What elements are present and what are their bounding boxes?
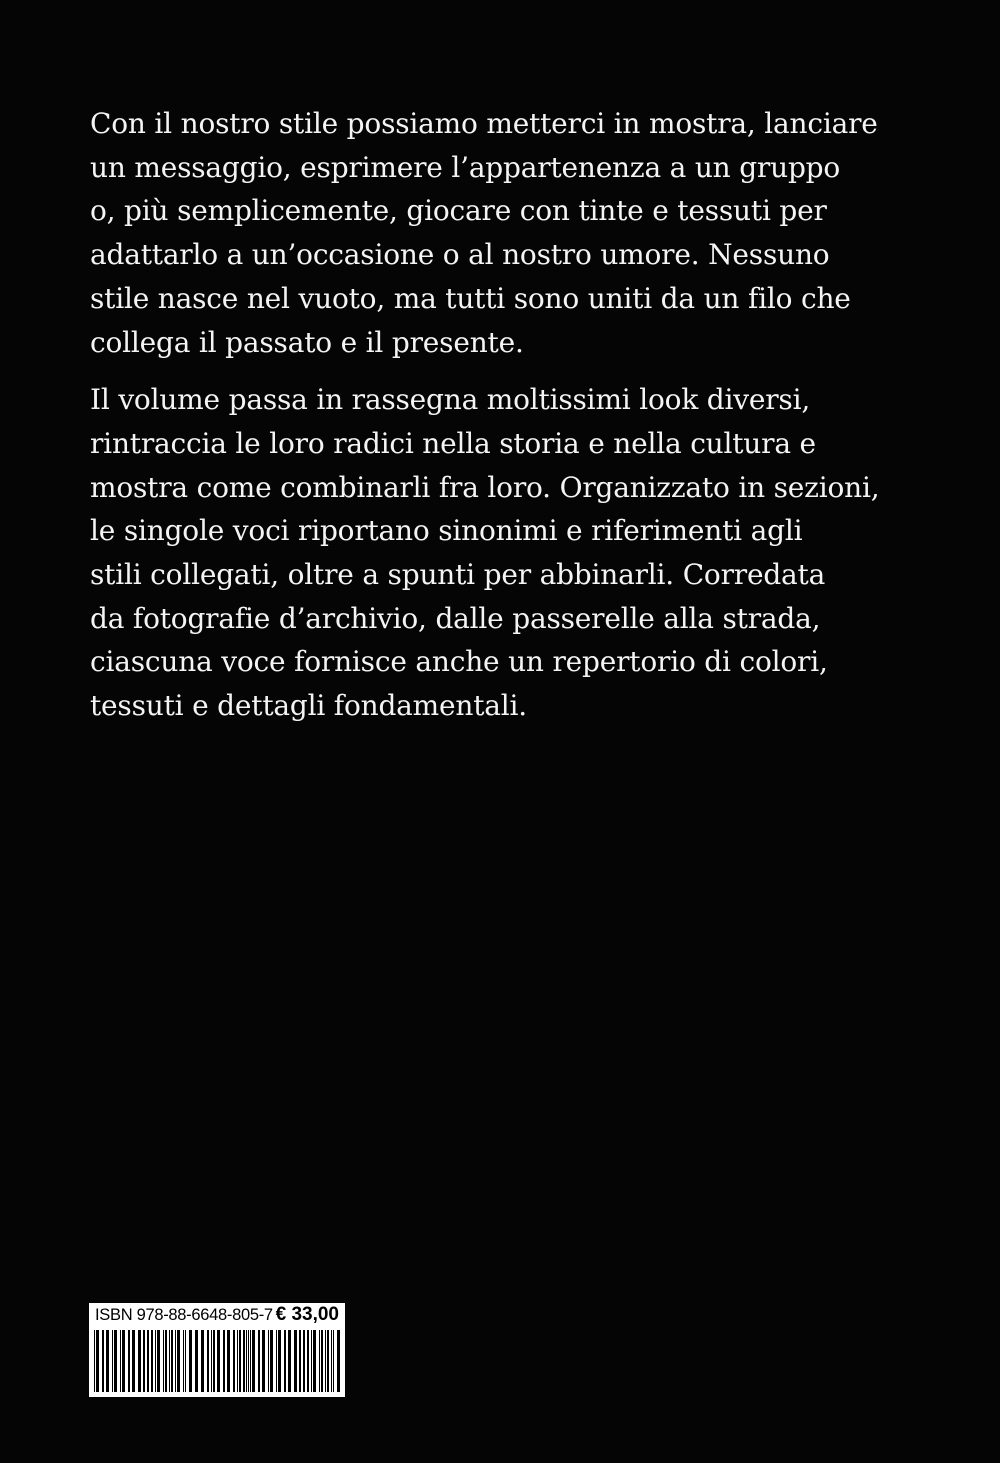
barcode-bar [325,1330,326,1392]
barcode-bar [138,1330,141,1392]
barcode-label [89,1303,345,1397]
barcode-bar [303,1330,305,1392]
barcode-bar [248,1330,249,1392]
barcode-bar [233,1330,235,1392]
barcode-bar [268,1330,269,1392]
barcode-bar [94,1330,95,1392]
barcode-bar [239,1330,241,1392]
blurb-paragraph-1: Con il nostro stile possiamo metterci in mostra, lanciare un messaggio, esprimere l’appartenenza a un gruppo o, più semplicemente, giocare con tinte e tessuti per adattarlo a un’occasione o al nostro umore. Nessuno stile nasce nel vuoto, ma tutti sono uniti da un filo che collega il passato e il presente. [90,107,878,359]
barcode-bar [246,1330,247,1392]
barcode-bar [102,1330,104,1392]
barcode-bar [157,1330,160,1392]
barcode-bar [284,1330,286,1392]
barcode-bar [313,1330,316,1392]
barcode-bar [155,1330,156,1392]
barcode-bar [96,1330,99,1392]
barcode-bar [276,1330,277,1392]
barcode-bar [337,1330,340,1392]
barcode-bar [237,1330,238,1392]
barcode-bar [217,1330,220,1392]
barcode-bar [165,1330,167,1392]
barcode-bar [151,1330,153,1392]
barcode-bar [258,1330,260,1392]
barcode-bar [207,1330,209,1392]
barcode-bar [175,1330,176,1392]
barcode-bar [331,1330,332,1392]
barcode-bar [147,1330,149,1392]
barcode-bar [250,1330,251,1392]
barcode-bar [321,1330,323,1392]
blurb-paragraph-2: Il volume passa in rassegna moltissimi look diversi, rintraccia le loro radici nella storia e nella cultura e mostra come combinarli fra loro. Organizzato in sezioni, le singole voci riportano sinonimi e riferimenti agli stili collegati, oltre a spunti per abbinarli. Corredata da fotografie d’archivio, dalle passerelle alla strada, ciascuna voce fornisce anche un repertorio di colori, tessuti e dettagli fondamentali. [90,383,880,723]
barcode-bar [227,1330,230,1392]
barcode-bar [270,1330,273,1392]
barcode-bar [106,1330,109,1392]
isbn-number: ISBN 978-88-6648-805-7 [95,1306,273,1324]
barcode-bar [163,1330,164,1392]
barcode-bar [183,1330,184,1392]
barcode-bar [288,1330,291,1392]
barcode-bar [319,1330,320,1392]
barcode-bar [132,1330,135,1392]
barcode-bar [311,1330,312,1392]
barcode-bar [177,1330,180,1392]
barcode-bar [189,1330,192,1392]
barcode-bar [171,1330,173,1392]
barcode-bar [307,1330,309,1392]
barcode-bar [201,1330,204,1392]
blurb-text [90,102,890,728]
barcode-bar [294,1330,297,1392]
barcode-bar [195,1330,198,1392]
barcode-bar [262,1330,265,1392]
barcode-image [94,1330,340,1392]
barcode-bar [213,1330,215,1392]
barcode-bar [128,1330,130,1392]
barcode-bar [112,1330,113,1392]
barcode-bar [185,1330,186,1392]
barcode-bar [122,1330,125,1392]
barcode-bar [333,1330,334,1392]
price: € 33,00 [275,1304,339,1325]
barcode-bar [143,1330,145,1392]
barcode-bar [278,1330,281,1392]
barcode-bar [114,1330,117,1392]
barcode-bar [243,1330,245,1392]
barcode-bar [299,1330,301,1392]
barcode-bar [252,1330,255,1392]
barcode-bar [327,1330,329,1392]
barcode-bar [169,1330,170,1392]
barcode-bar [223,1330,225,1392]
barcode-bar [120,1330,121,1392]
barcode-bar [211,1330,212,1392]
